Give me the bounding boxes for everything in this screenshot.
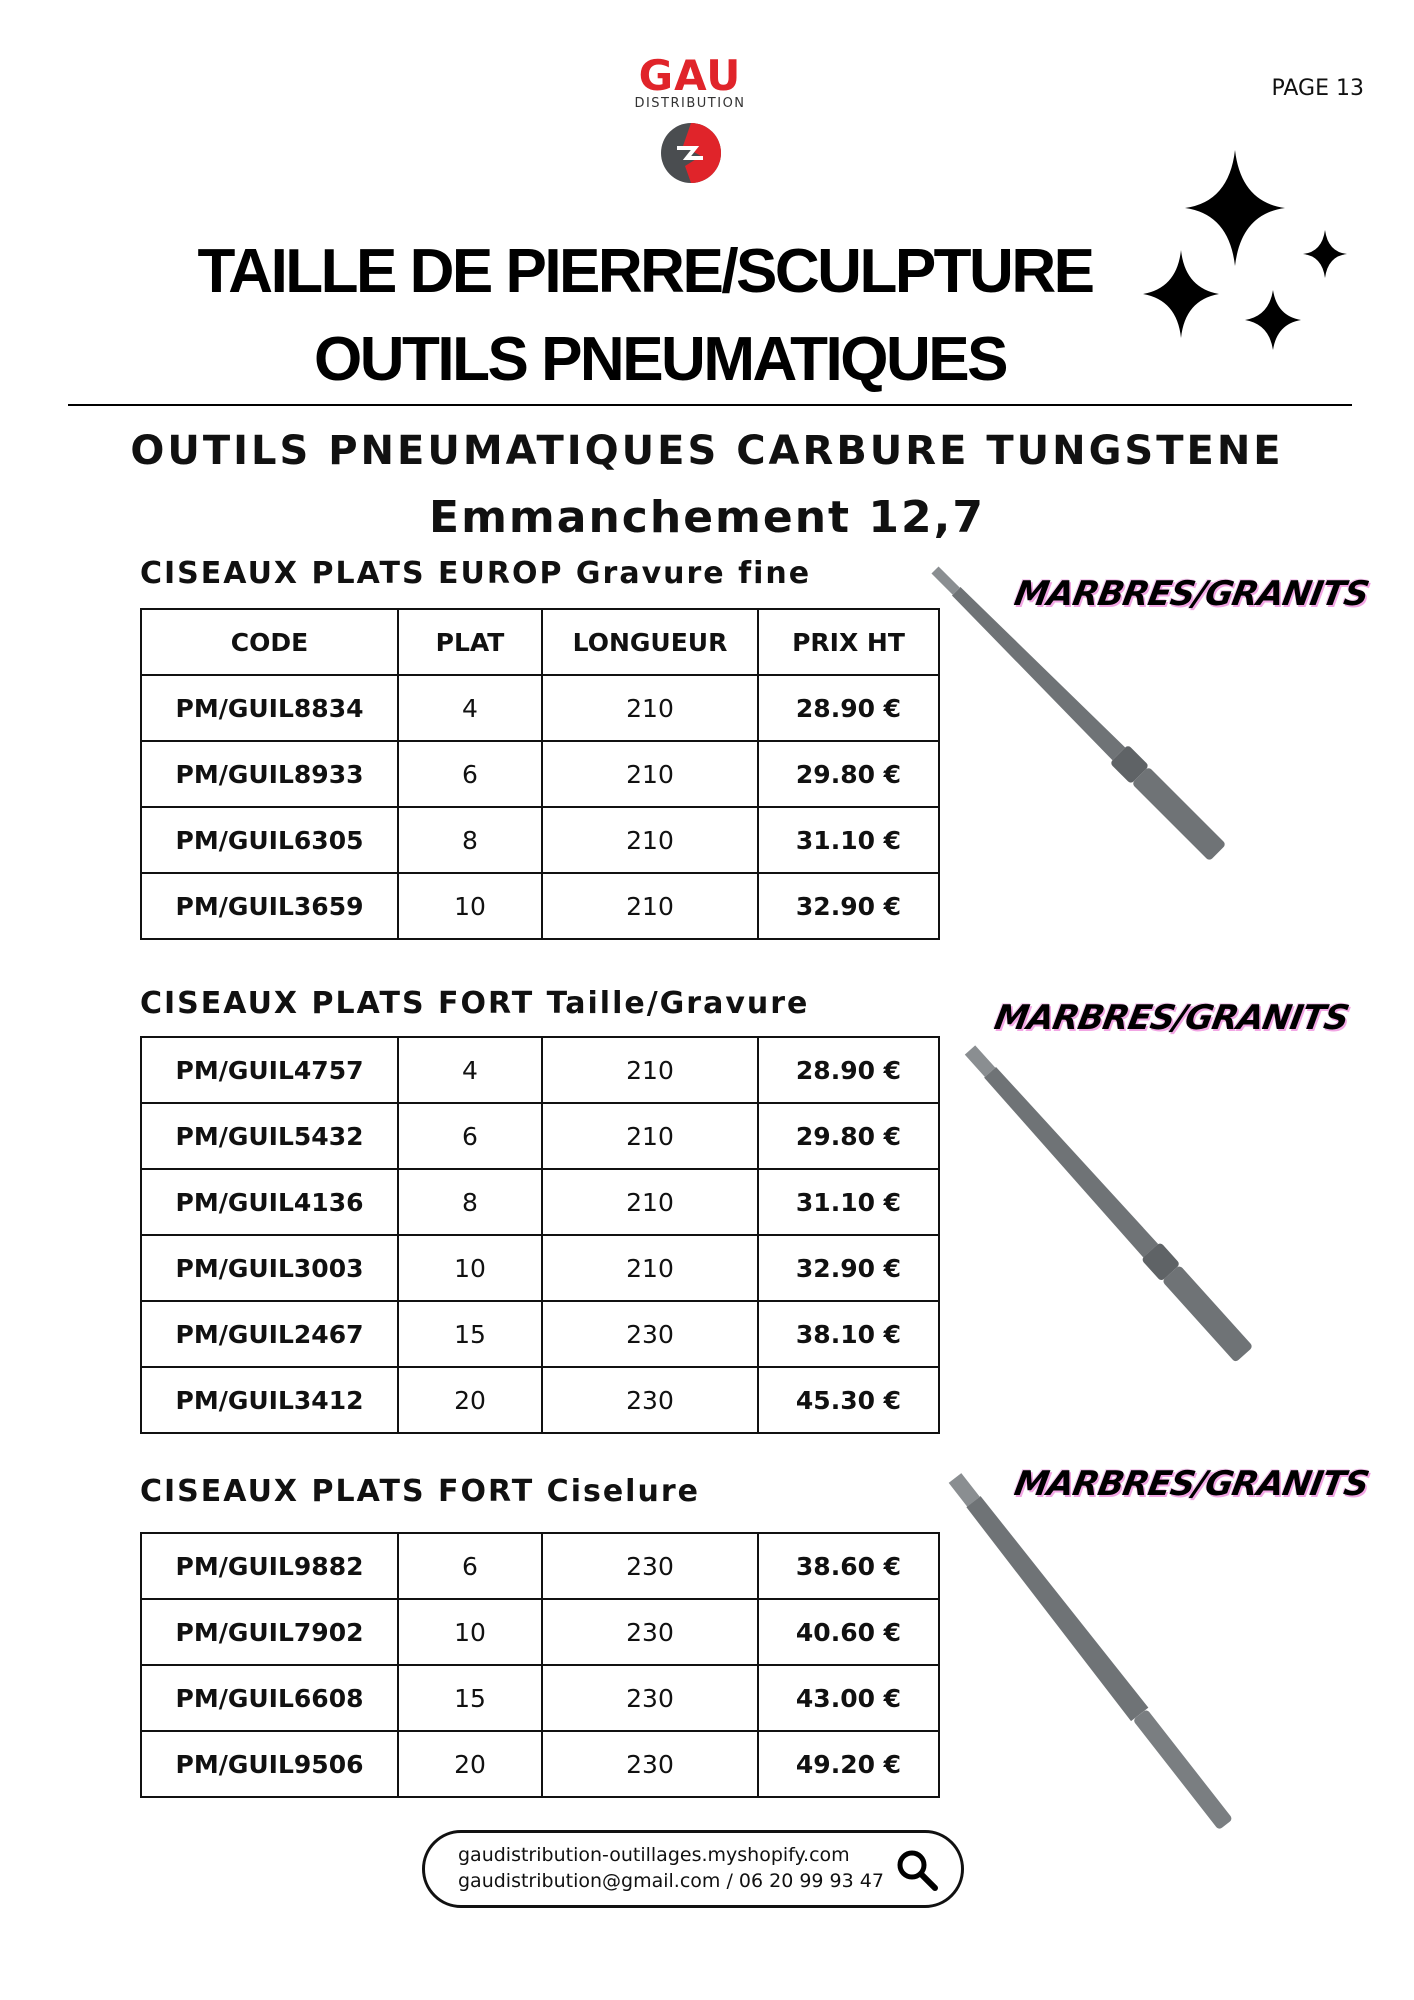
plat-value: 20	[398, 1367, 542, 1433]
price-value: 45.30 €	[758, 1367, 939, 1433]
section-title: CISEAUX PLATS FORT Taille/Gravure	[140, 986, 810, 1021]
plat-value: 15	[398, 1301, 542, 1367]
plat-value: 10	[398, 873, 542, 939]
table-header-row	[141, 609, 939, 675]
table-row	[141, 1599, 939, 1665]
material-tag: MARBRES/GRANITS	[991, 998, 1352, 1038]
price-value: 38.10 €	[758, 1301, 939, 1367]
length-value: 230	[542, 1533, 758, 1599]
table-row	[141, 1301, 939, 1367]
page-title-line2: OUTILS PNEUMATIQUES	[314, 325, 1006, 394]
length-value: 210	[542, 675, 758, 741]
sparkles-icon	[1135, 150, 1375, 370]
price-value: 31.10 €	[758, 1169, 939, 1235]
plat-value: 6	[398, 1533, 542, 1599]
plat-value: 8	[398, 807, 542, 873]
material-tag: MARBRES/GRANITS	[1011, 1464, 1372, 1504]
table-row	[141, 1533, 939, 1599]
plat-value: 10	[398, 1599, 542, 1665]
price-value: 40.60 €	[758, 1599, 939, 1665]
price-value: 29.80 €	[758, 741, 939, 807]
table-row	[141, 1731, 939, 1797]
product-code: PM/GUIL3659	[141, 873, 398, 939]
length-value: 210	[542, 1169, 758, 1235]
table-row	[141, 807, 939, 873]
price-table	[140, 608, 940, 940]
column-header: LONGUEUR	[542, 609, 758, 675]
price-value: 28.90 €	[758, 1037, 939, 1103]
product-code: PM/GUIL8933	[141, 741, 398, 807]
product-code: PM/GUIL5432	[141, 1103, 398, 1169]
plat-value: 4	[398, 1037, 542, 1103]
product-code: PM/GUIL6305	[141, 807, 398, 873]
length-value: 230	[542, 1731, 758, 1797]
plat-value: 15	[398, 1665, 542, 1731]
section-title: CISEAUX PLATS EUROP Gravure fine	[140, 556, 812, 591]
product-code: PM/GUIL3412	[141, 1367, 398, 1433]
product-code: PM/GUIL9882	[141, 1533, 398, 1599]
page-title-line1: TAILLE DE PIERRE/SCULPTURE	[197, 237, 1093, 306]
table-row	[141, 675, 939, 741]
chisel-tool-image	[960, 1040, 1320, 1430]
product-code: PM/GUIL2467	[141, 1301, 398, 1367]
table-row	[141, 1103, 939, 1169]
length-value: 210	[542, 1103, 758, 1169]
price-value: 31.10 €	[758, 807, 939, 873]
page-number: PAGE 13	[1271, 76, 1364, 101]
search-icon[interactable]	[895, 1848, 939, 1892]
footer-website-link[interactable]: gaudistribution-outillages.myshopify.com	[458, 1844, 850, 1866]
length-value: 210	[542, 1037, 758, 1103]
footer-contact-info: gaudistribution@gmail.com / 06 20 99 93 47	[458, 1870, 884, 1892]
price-table	[140, 1036, 940, 1434]
price-table	[140, 1532, 940, 1798]
footer-contact-box	[422, 1830, 964, 1908]
price-value: 32.90 €	[758, 1235, 939, 1301]
logo	[615, 52, 765, 187]
plat-value: 6	[398, 741, 542, 807]
plat-value: 8	[398, 1169, 542, 1235]
logo-emblem-icon	[657, 118, 727, 184]
length-value: 230	[542, 1665, 758, 1731]
column-header: PLAT	[398, 609, 542, 675]
length-value: 210	[542, 807, 758, 873]
chisel-tool-image	[925, 560, 1285, 940]
price-value: 29.80 €	[758, 1103, 939, 1169]
product-code: PM/GUIL9506	[141, 1731, 398, 1797]
product-code: PM/GUIL4136	[141, 1169, 398, 1235]
price-value: 32.90 €	[758, 873, 939, 939]
logo-brand: GAU	[638, 51, 742, 100]
product-code: PM/GUIL4757	[141, 1037, 398, 1103]
section-title: CISEAUX PLATS FORT Ciselure	[140, 1474, 700, 1509]
price-value: 43.00 €	[758, 1665, 939, 1731]
title-divider	[68, 404, 1352, 406]
column-header: CODE	[141, 609, 398, 675]
logo-subtitle: DISTRIBUTION	[634, 96, 746, 111]
product-code: PM/GUIL6608	[141, 1665, 398, 1731]
table-row	[141, 873, 939, 939]
price-value: 38.60 €	[758, 1533, 939, 1599]
table-row	[141, 1037, 939, 1103]
subtitle-line1: OUTILS PNEUMATIQUES CARBURE TUNGSTENE	[130, 428, 1284, 474]
chisel-tool-image	[945, 1468, 1305, 1868]
plat-value: 6	[398, 1103, 542, 1169]
column-header: PRIX HT	[758, 609, 939, 675]
plat-value: 10	[398, 1235, 542, 1301]
material-tag: MARBRES/GRANITS	[1011, 574, 1372, 614]
subtitle-line2: Emmanchement 12,7	[429, 492, 985, 543]
product-code: PM/GUIL3003	[141, 1235, 398, 1301]
table-row	[141, 1665, 939, 1731]
price-value: 28.90 €	[758, 675, 939, 741]
length-value: 230	[542, 1367, 758, 1433]
length-value: 210	[542, 741, 758, 807]
plat-value: 20	[398, 1731, 542, 1797]
table-row	[141, 1367, 939, 1433]
length-value: 230	[542, 1599, 758, 1665]
length-value: 230	[542, 1301, 758, 1367]
table-row	[141, 1169, 939, 1235]
product-code: PM/GUIL8834	[141, 675, 398, 741]
table-row	[141, 741, 939, 807]
product-code: PM/GUIL7902	[141, 1599, 398, 1665]
length-value: 210	[542, 1235, 758, 1301]
plat-value: 4	[398, 675, 542, 741]
length-value: 210	[542, 873, 758, 939]
price-value: 49.20 €	[758, 1731, 939, 1797]
table-row	[141, 1235, 939, 1301]
